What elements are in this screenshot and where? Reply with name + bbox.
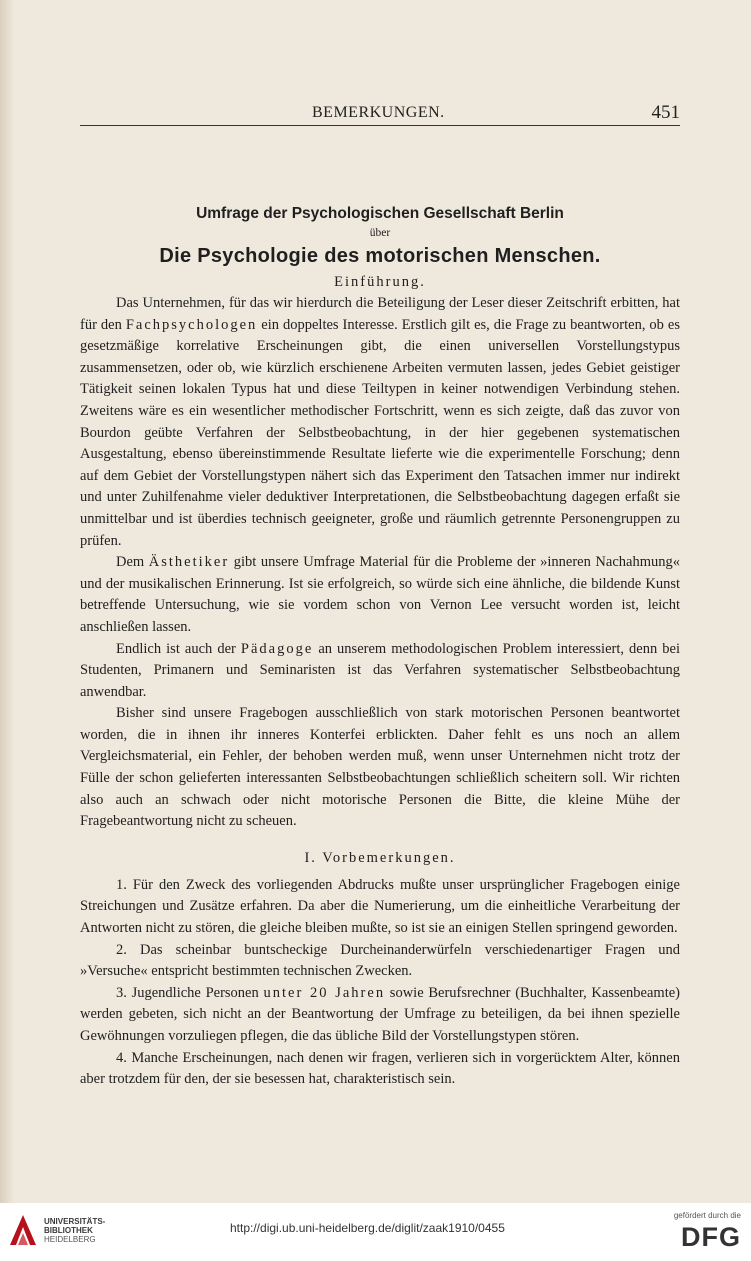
funder-block[interactable]: [661, 1211, 741, 1252]
section-heading: I. Vorbemerkungen.: [304, 849, 456, 866]
title-connector: über: [369, 227, 391, 239]
page-number: 451: [651, 102, 680, 123]
funder-label: gefördert durch die: [673, 1211, 741, 1220]
page-gutter-shadow: [0, 0, 14, 1203]
paragraph-1: Das Unternehmen, für das wir hierdurch die Beteiligung der Leser dieser Zeitschrift erbitten, hat für den Fachpsychologen ein doppeltes Interesse. Erstlich gilt es, die Frage zu beantworten, ob es gesetzmäßige korrelative Erscheinungen gibt, die einen universellen Vorstellungstypus zusammensetzen, oder ob, wie kürzlich erschienene Arbeiten vermuten lassen, jedes Gebiet geistiger Tätigkeit seinen lokalen Typus hat und diese Teiltypen in keiner notwendigen Verbindung stehen. Zweitens wäre es ein wesentlicher methodischer Fortschritt, wenn es sich zeigte, daß das zuvor von Bourdon geübte Verfahren der Selbstbeobachtung, in der hier gegebenen systematischen Ausgestaltung, ebenso übereinstimmende Resultate lieferte wie die experimentelle Forschung; denn auf dem Gebiet der Vorstellungstypen nähert sich das Experiment den Tatsachen immer nur indirekt und unter Zuhilfenahme vieler deduktiver Interpretationen, die Selbstbeobachtung dagegen erfaßt sie unmittelbar und ist überdies technisch geeigneter, große und räumlich getrennte Personengruppen zu prüfen.: [80, 295, 681, 549]
main-title: Die Psychologie des motorischen Menschen.: [159, 245, 601, 267]
intro-heading: Einführung.: [334, 274, 426, 290]
university-library-logo-icon: [8, 1213, 38, 1247]
header-rule: [80, 125, 680, 126]
running-title: BEMERKUNGEN.: [312, 104, 445, 121]
list-item-3: 3. Jugendliche Personen unter 20 Jahren sowie Berufsrechner (Buchhalter, Kassenbeamte) werden gebeten, sich nicht an der Beantwortung der Umfrage zu beteiligen, da bei ihnen spezielle Gewöhnungen vorzuliegen pflegen, die das übliche Bild der Vorstellungstypen stören.: [80, 984, 680, 1044]
paragraph-2: Dem Ästhetiker gibt unsere Umfrage Material für die Probleme der »inneren Nachahmung« und der musikalischen Erinnerung. Ist sie erfolgreich, so würde sich eine ähnliche, die bildende Kunst betreffende Untersuchung, wie sie vordem schon von Vernon Lee versucht worden ist, leicht anschließen lassen.: [80, 554, 680, 635]
paragraph-4: Bisher sind unsere Fragebogen ausschließlich von stark motorischen Personen beantwortet worden, die in ihnen ihr inneres Konterfei erblickten. Daher fehlt es uns noch an allem Vergleichsmaterial, ein Fehler, der behoben werden muß, wenn unser Unternehmen nicht trotz der Fülle der schon gelieferten interessanten Selbstbeobachtungen schließlich scheitern soll. Wir richten also auch an schwach oder nicht motorische Personen die Bitte, die kleine Mühe der Fragebeantwortung nicht zu scheuen.: [80, 705, 680, 830]
list-item-4: 4. Manche Erscheinungen, nach denen wir fragen, verlieren sich in vorgerücktem Alter, können aber trotzdem für den, der sie besessen hat, charakteristisch sein.: [80, 1049, 680, 1088]
list-item-2: 2. Das scheinbar buntscheckige Durcheinanderwürfeln verschiedenartiger Fragen und »Versuche« entspricht bestimmten technischen Zwecken.: [80, 941, 680, 980]
list-item-1: 1. Für den Zweck des vorliegenden Abdrucks mußte unser ursprünglicher Fragebogen einige Streichungen und Zusätze erfahren. Da aber die Numerierung, um die einheitliche Verarbeitung der Antworten nicht zu stören, die gleiche bleiben mußte, so ist sie an einigen Stellen springend geworden.: [80, 876, 680, 937]
dfg-logo: DFG: [681, 1222, 741, 1252]
library-name[interactable]: UNIVERSITÄTS- BIBLIOTHEK HEIDELBERG: [44, 1217, 106, 1244]
survey-title: Umfrage der Psychologischen Gesellschaft Berlin: [196, 205, 564, 222]
footer-bar: [0, 1203, 751, 1261]
running-head: [80, 104, 680, 126]
article-body: [80, 204, 680, 1091]
paragraph-3: Endlich ist auch der Pädagoge an unserem methodologischen Problem interessiert, denn bei Studenten, Primanern und Seminaristen ist das Verfahren systematischer Selbstbeobachtung anwendbar.: [80, 640, 681, 700]
source-url-link[interactable]: http://digi.ub.uni-heidelberg.de/diglit/zaak1910/0455: [230, 1221, 505, 1235]
